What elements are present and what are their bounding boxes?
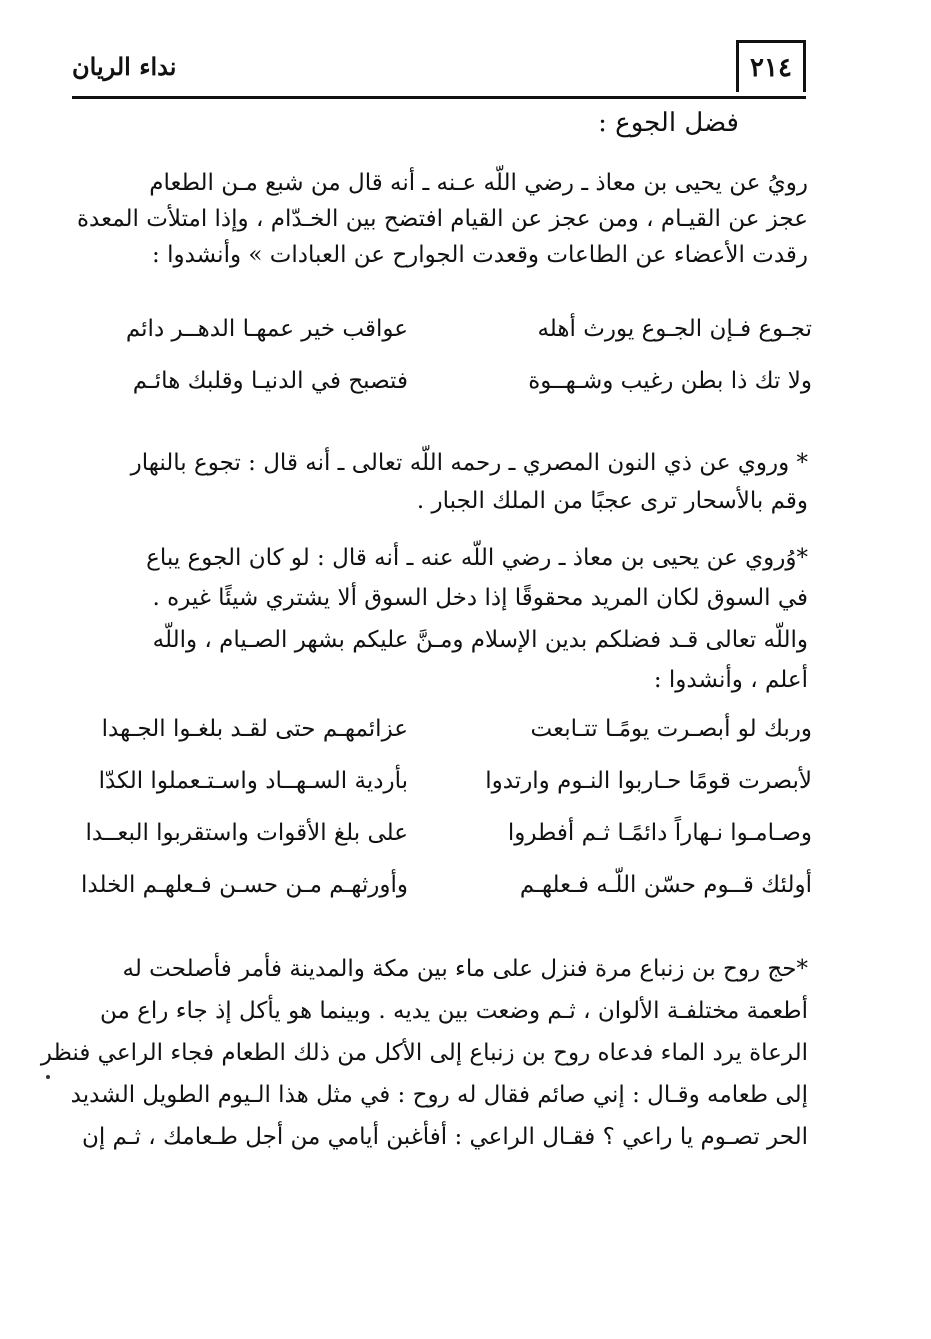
text-line: رقدت الأعضاء عن الطاعات وقعدت الجوارح عن العبادات » وأنشدوا :	[152, 242, 808, 268]
text-line: الحر تصـوم يا راعي ؟ فقـال الراعي : أفأغبن أيامي من أجل طـعامك ، ثـم إن	[81, 1124, 808, 1150]
verse-second-hemistich: على بلغ الأقوات واستقربوا البعــدا	[85, 820, 408, 846]
page-header	[72, 40, 806, 98]
verse-first-hemistich: أولئك قــوم حسّن اللّـه فـعلهـم	[519, 872, 812, 898]
section-heading: فضل الجوع :	[598, 108, 739, 138]
paragraph-5	[40, 948, 808, 1158]
verse-first-hemistich: ولا تك ذا بطن رغيب وشـهــوة	[528, 368, 812, 394]
paragraph-2	[78, 444, 808, 520]
paragraph-3	[78, 538, 808, 618]
verse-first-hemistich: وصـامـوا نـهاراً دائمًـا ثـم أفطروا	[507, 820, 812, 846]
text-line: أعلم ، وأنشدوا :	[653, 667, 808, 693]
verse-line	[78, 368, 812, 420]
verse-first-hemistich: لأبصرت قومًا حـاربوا النـوم وارتدوا	[485, 768, 812, 794]
book-title: نداء الريان	[72, 52, 177, 81]
page-number-box	[736, 40, 806, 92]
text-line: * وروي عن ذي النون المصري ـ رحمه اللّه تعالى ـ أنه قال : تجوع بالنهار	[130, 450, 808, 476]
verse-second-hemistich: وأورثهـم مـن حسـن فـعلهـم الخلدا	[81, 872, 408, 898]
verse-second-hemistich: عواقب خير عمهـا الدهــر دائم	[125, 316, 408, 342]
verse-second-hemistich: فتصبح في الدنيـا وقلبك هائـم	[132, 368, 408, 394]
verse-line	[78, 820, 812, 872]
verse-second-hemistich: بأردية السـهــاد واسـتـعملوا الكدّا	[98, 768, 408, 794]
paragraph-4	[78, 620, 808, 700]
paragraph-1	[78, 165, 808, 273]
verse-first-hemistich: تجـوع فـإن الجـوع يورث أهله	[537, 316, 812, 342]
text-line: *وُروي عن يحيى بن معاذ ـ رضي اللّه عنه ـ أنه قال : لو كان الجوع يباع	[146, 545, 808, 571]
scan-speck	[46, 1075, 50, 1079]
verse-second-hemistich: عزائمهـم حتى لقـد بلغـوا الجـهدا	[101, 716, 408, 742]
text-line: عجز عن القيـام ، ومن عجز عن القيام افتضح بين الخـدّام ، وإذا امتلأت المعدة	[76, 206, 808, 232]
text-line: واللّه تعالى قـد فضلكم بدين الإسلام ومـنَّ عليكم بشهر الصـيام ، واللّه	[152, 627, 808, 653]
text-line: إلى طعامه وقـال : إني صائم فقال له روح : في مثل هذا الـيوم الطويل الشديد	[70, 1082, 808, 1108]
verse-line	[78, 316, 812, 368]
text-line: وقم بالأسحار ترى عجبًا من الملك الجبار .	[416, 488, 808, 514]
text-line: الرعاة يرد الماء فدعاه روح بن زنباع إلى الأكل من ذلك الطعام فجاء الراعي فنظر	[40, 1040, 808, 1066]
text-line: في السوق لكان المريد محقوقًا إذا دخل السوق ألا يشتري شيئًا غيره .	[152, 585, 808, 611]
header-rule	[72, 96, 806, 99]
verse-first-hemistich: وربك لو أبصـرت يومًـا تتـابعت	[530, 716, 812, 742]
verses-block-2	[78, 716, 812, 924]
verse-line	[78, 768, 812, 820]
text-line: *حج روح بن زنباع مرة فنزل على ماء بين مكة والمدينة فأمر فأصلحت له	[122, 956, 808, 982]
text-line: أطعمة مختلفـة الألوان ، ثـم وضعت بين يديه . وبينما هو يأكل إذ جاء راع من	[100, 998, 808, 1024]
verses-block-1	[78, 316, 812, 420]
verse-line	[78, 872, 812, 924]
page-number: ٢١٤	[750, 52, 792, 83]
text-line: رويُ عن يحيى بن معاذ ـ رضي اللّه عـنه ـ أنه قال من شبع مـن الطعام	[149, 170, 808, 196]
verse-line	[78, 716, 812, 768]
